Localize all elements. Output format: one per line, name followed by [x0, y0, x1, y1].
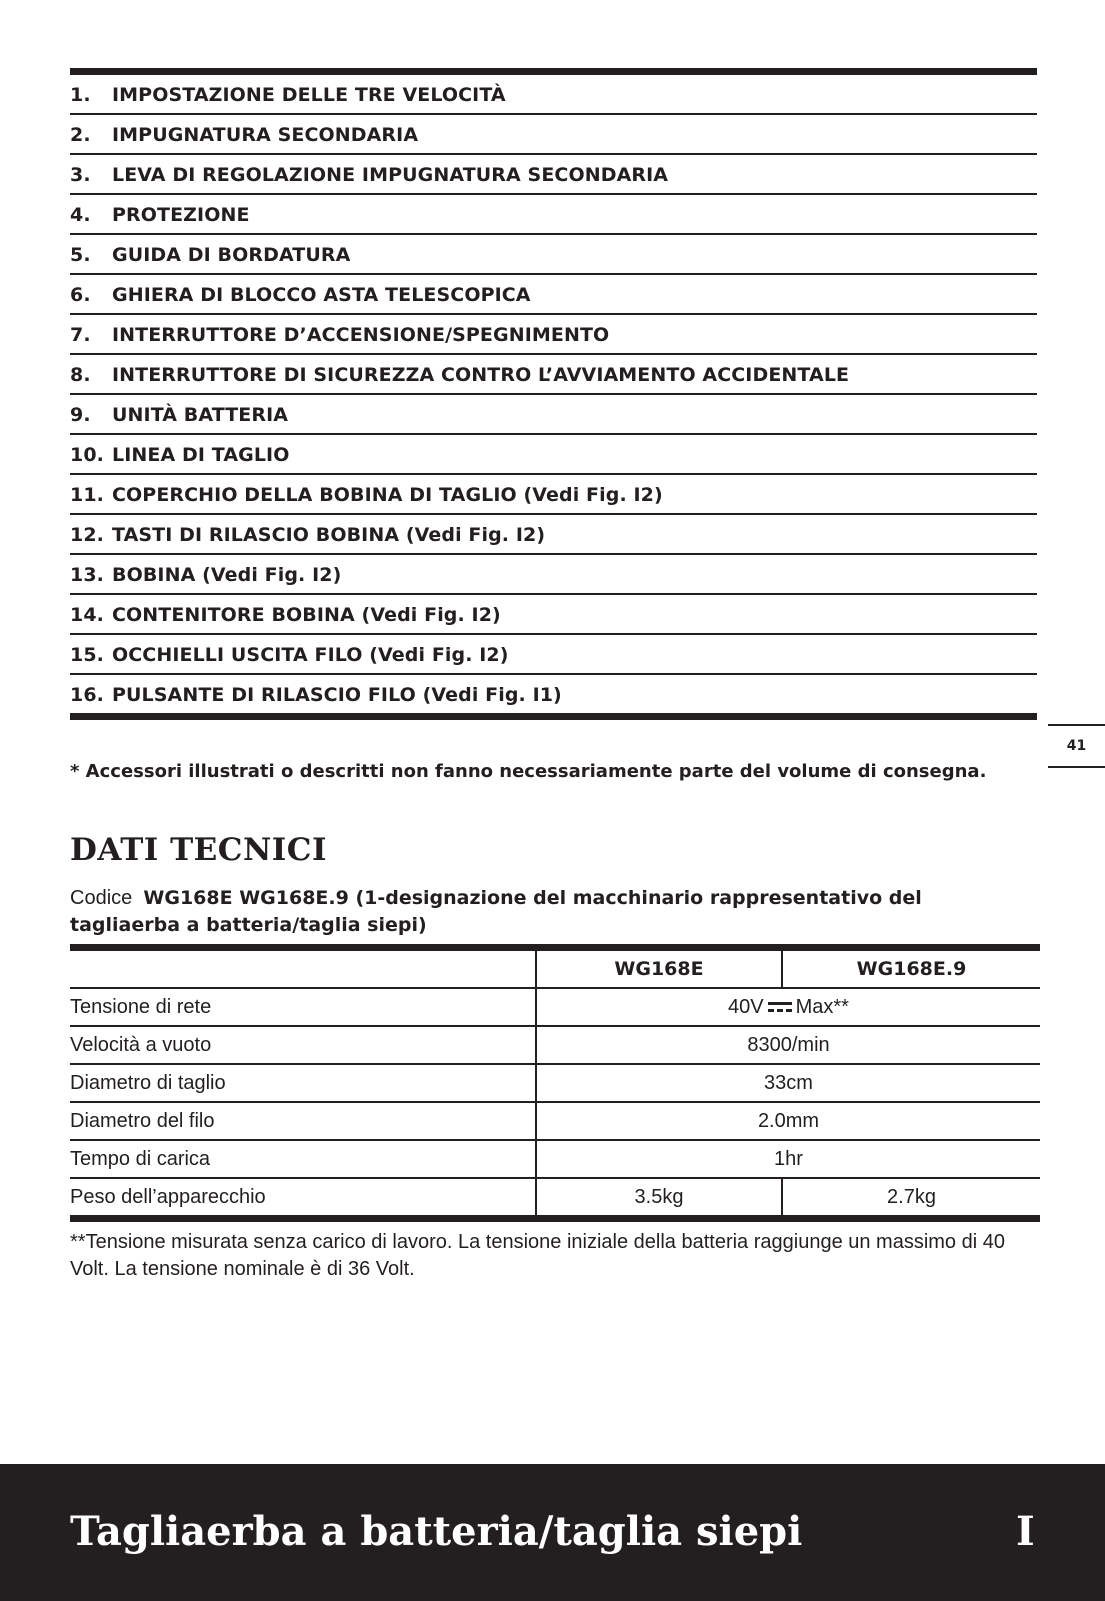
list-item: [70, 395, 1037, 435]
item-number: 4.: [70, 204, 91, 226]
item-label: BOBINA (Vedi Fig. I2): [112, 564, 342, 586]
item-number: 11.: [70, 484, 104, 506]
footer-title: Tagliaerba a batteria/taglia siepi: [70, 1508, 803, 1555]
list-item: [70, 235, 1037, 275]
item-label: TASTI DI RILASCIO BOBINA (Vedi Fig. I2): [112, 524, 546, 546]
accessories-note: * Accessori illustrati o descritti non fanno necessariamente parte del volume di consegna.: [70, 761, 987, 782]
row-label: Velocità a vuoto: [70, 1026, 536, 1064]
list-item: [70, 515, 1037, 555]
language-letter: I: [1016, 1508, 1035, 1555]
table-row: [70, 1102, 1040, 1140]
row-value: [536, 988, 1040, 1026]
item-number: 14.: [70, 604, 104, 626]
header-cell-empty: [70, 948, 536, 989]
row-label: Tempo di carica: [70, 1140, 536, 1178]
list-item: [70, 195, 1037, 235]
row-label: Tensione di rete: [70, 988, 536, 1026]
row-label: Peso dell’apparecchio: [70, 1178, 536, 1219]
item-label: UNITÀ BATTERIA: [112, 404, 289, 426]
list-item: [70, 75, 1037, 115]
item-label: LEVA DI REGOLAZIONE IMPUGNATURA SECONDARIA: [112, 164, 669, 186]
item-label: INTERRUTTORE D’ACCENSIONE/SPEGNIMENTO: [112, 324, 610, 346]
list-item: [70, 315, 1037, 355]
item-number: 16.: [70, 684, 104, 706]
row-label: Diametro di taglio: [70, 1064, 536, 1102]
table-row: [70, 1026, 1040, 1064]
item-label: GUIDA DI BORDATURA: [112, 244, 351, 266]
row-value: 33cm: [536, 1064, 1040, 1102]
list-item: [70, 355, 1037, 395]
item-number: 7.: [70, 324, 91, 346]
item-number: 8.: [70, 364, 91, 386]
item-number: 9.: [70, 404, 91, 426]
list-item: [70, 635, 1037, 675]
table-row: [70, 988, 1040, 1026]
item-label: IMPUGNATURA SECONDARIA: [112, 124, 419, 146]
codice-text: WG168E WG168E.9 (1-designazione del macchinario rappresentativo del tagliaerba a batteria/taglia siepi): [70, 887, 922, 936]
voltage-max: Max**: [795, 995, 849, 1018]
table-row: [70, 1140, 1040, 1178]
item-number: 2.: [70, 124, 91, 146]
item-number: 5.: [70, 244, 91, 266]
table-row: [70, 1178, 1040, 1219]
row-label: Diametro del filo: [70, 1102, 536, 1140]
list-item: [70, 435, 1037, 475]
row-value-wg168e9: 2.7kg: [887, 1185, 936, 1208]
row-value: 8300/min: [536, 1026, 1040, 1064]
item-label: PROTEZIONE: [112, 204, 250, 226]
item-label: GHIERA DI BLOCCO ASTA TELESCOPICA: [112, 284, 531, 306]
item-label: OCCHIELLI USCITA FILO (Vedi Fig. I2): [112, 644, 509, 666]
item-label: IMPOSTAZIONE DELLE TRE VELOCITÀ: [112, 84, 506, 106]
specs-table: [70, 944, 1040, 1222]
item-number: 6.: [70, 284, 91, 306]
list-item: [70, 595, 1037, 635]
list-item: [70, 275, 1037, 315]
item-number: 13.: [70, 564, 104, 586]
list-item: [70, 555, 1037, 595]
row-value: 1hr: [536, 1140, 1040, 1178]
row-value: 2.0mm: [536, 1102, 1040, 1140]
list-item: [70, 115, 1037, 155]
voltage-value: 40V: [728, 995, 764, 1018]
parts-list: [70, 68, 1037, 720]
item-label: INTERRUTTORE DI SICUREZZA CONTRO L’AVVIAMENTO ACCIDENTALE: [112, 364, 850, 386]
header-cell-wg168e: WG168E: [536, 948, 782, 989]
item-number: 10.: [70, 444, 104, 466]
list-item: [70, 155, 1037, 195]
codice-label: Codice: [70, 887, 133, 909]
table-row: [70, 1064, 1040, 1102]
header-cell-wg168e9: WG168E.9: [782, 948, 1040, 989]
item-number: 1.: [70, 84, 91, 106]
item-label: COPERCHIO DELLA BOBINA DI TAGLIO (Vedi Fig. I2): [112, 484, 663, 506]
item-number: 3.: [70, 164, 91, 186]
table-header-row: [70, 948, 1040, 989]
section-title: DATI TECNICI: [70, 832, 327, 868]
list-item: [70, 675, 1037, 720]
item-number: 12.: [70, 524, 104, 546]
item-label: CONTENITORE BOBINA (Vedi Fig. I2): [112, 604, 501, 626]
item-number: 15.: [70, 644, 104, 666]
list-item: [70, 475, 1037, 515]
voltage-note: **Tensione misurata senza carico di lavoro. La tensione iniziale della batteria raggiunge un massimo di 40 Volt. La tensione nominale è di 36 Volt.: [70, 1231, 1005, 1280]
item-label: PULSANTE DI RILASCIO FILO (Vedi Fig. I1): [112, 684, 562, 706]
item-label: LINEA DI TAGLIO: [112, 444, 290, 466]
model-code: [70, 885, 1030, 939]
page-number: 41: [1048, 724, 1105, 768]
dc-current-symbol-icon: [768, 1001, 792, 1013]
row-value-wg168e: 3.5kg: [536, 1178, 782, 1219]
